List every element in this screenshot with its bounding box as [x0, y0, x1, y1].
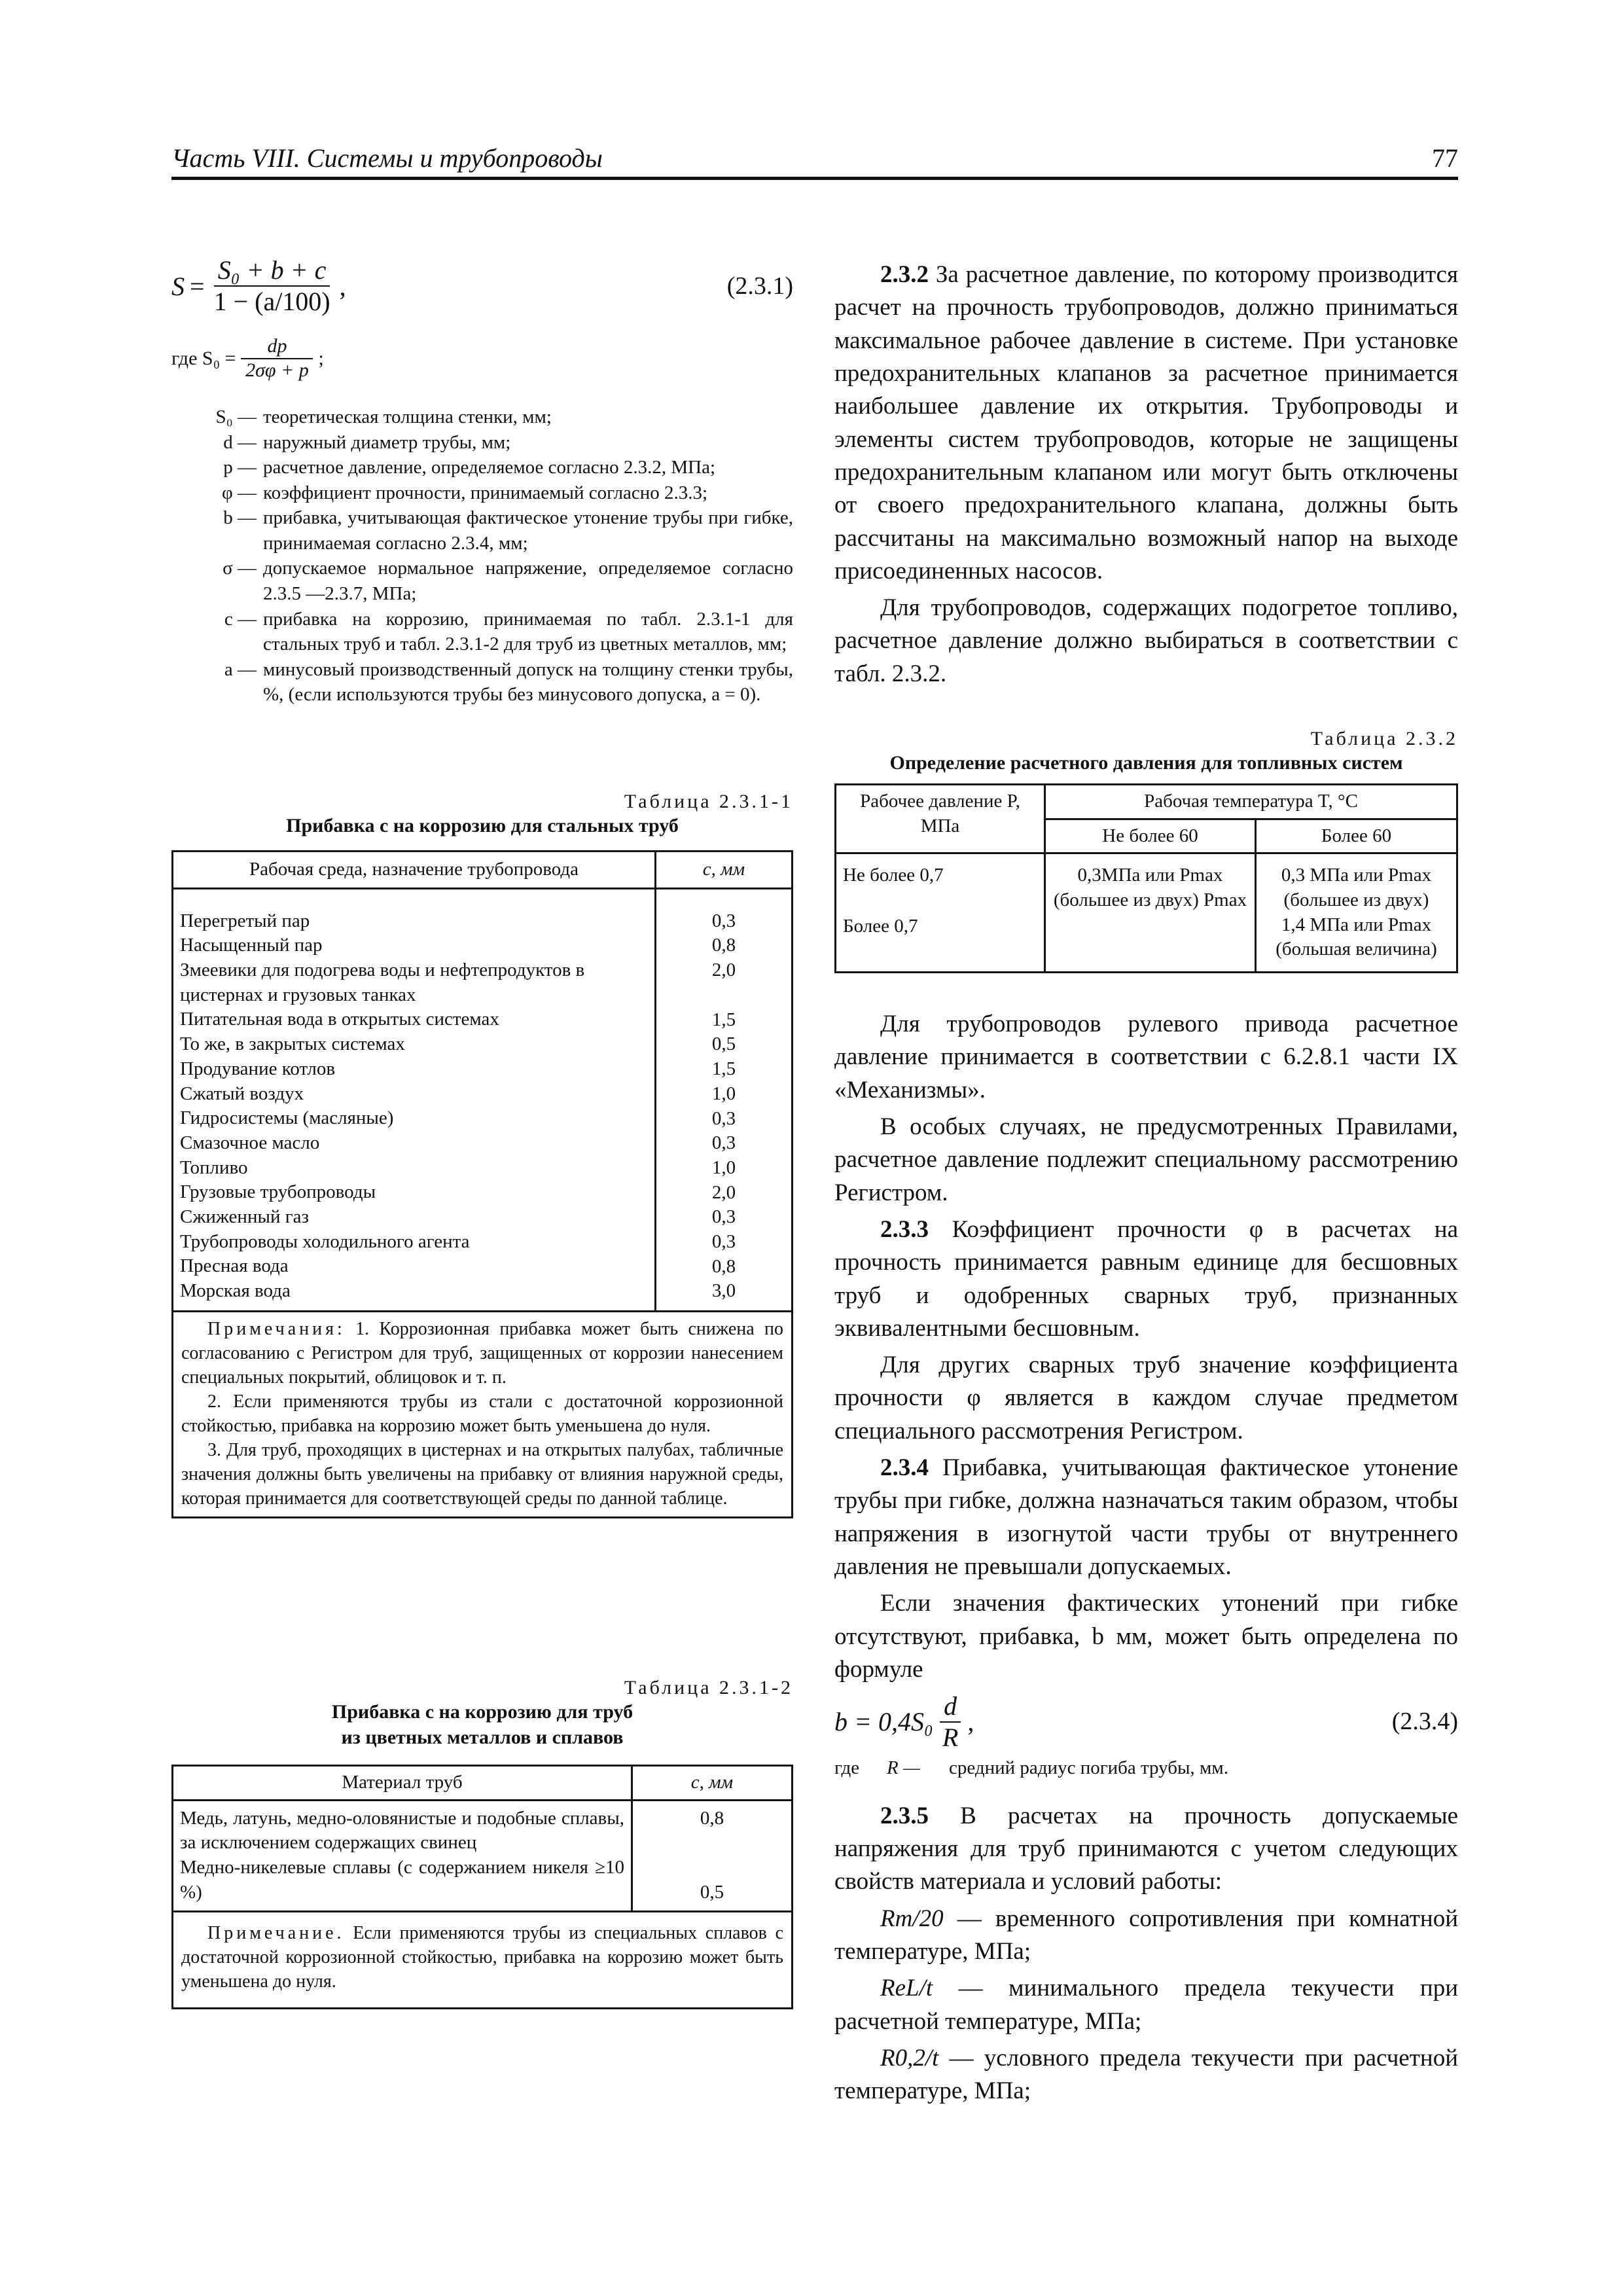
clause-number: 2.3.4: [880, 1454, 929, 1482]
c-values-cell: [632, 1800, 793, 1911]
eq-denominator: 1 − (a/100): [213, 287, 330, 316]
where-numerator: dp: [241, 335, 313, 359]
where-label: где: [834, 1757, 860, 1779]
table-row-value: 0,3: [711, 1107, 736, 1129]
c-value: 0,5: [700, 1882, 724, 1903]
table-row-name: Гидросистемы (масляные): [180, 1107, 394, 1129]
table-row-name: Смазочное масло: [180, 1132, 320, 1153]
table-row-value: 0,3: [711, 1230, 736, 1252]
table-number: Таблица 2.3.2: [1310, 728, 1458, 749]
notes-label: Примечания:: [207, 1319, 346, 1339]
eq-fraction: [210, 255, 334, 317]
where-label: где S₀ =: [171, 347, 236, 369]
paragraph: Для трубопроводов рулевого привода расчетное давление принимается в соответствии с 6.2.8.1 части IX «Механизмы».: [834, 1011, 1458, 1103]
definition-item: d — наружный диаметр трубы, мм;: [223, 431, 511, 453]
clause-number: 2.3.5: [880, 1802, 929, 1829]
table-row-name: Трубопроводы холодильного агента: [180, 1230, 470, 1252]
paragraph: В расчетах на прочность допускаемые напряжения для труб принимаются с учетом следующих свойств материала и условий работы:: [834, 1802, 1458, 1895]
table-row-value: 0,3: [711, 1132, 736, 1154]
col-header-temperature: Рабочая температура T, °C: [1045, 785, 1457, 819]
equation-2-3-4: b = 0,4S₀ $\frac{d}{R}$ , (2.3.4): [834, 1691, 1458, 1753]
running-header-title: Часть VIII. Системы и трубопроводы: [171, 143, 603, 173]
col-header-c: c, мм: [656, 852, 793, 889]
equation-2-3-1: S = $\frac{\text{S₀ + b + c}}{1 - (a/100)}$ , (2.3.1) где S₀ = $\frac{dp}{2\sigma\varphi + p}$ ;: [171, 255, 793, 381]
note-2: 2. Если применяются трубы из стали с достаточной коррозионной стойкостью, прибавка на коррозию может быть уменьшена до нуля.: [181, 1391, 783, 1436]
definition-item: S₀ — теоретическая толщина стенки, мм;: [215, 406, 552, 427]
property-text: — минимального предела текучести при расчетной температуре, МПа;: [834, 1975, 1458, 2035]
table-caption-line-1: Прибавка c на коррозию для труб: [331, 1701, 633, 1723]
col-header-temp-2: Более 60: [1256, 819, 1457, 853]
definitions-list: [171, 404, 793, 708]
eq-denominator: R: [942, 1723, 959, 1753]
definition-item: σ — допускаемое нормальное напряжение, определяемое согласно 2.3.5 —2.3.7, МПа;: [223, 558, 793, 604]
property-symbol: Rm/20: [880, 1905, 944, 1932]
eq-label: (2.3.1): [726, 272, 793, 300]
temp-2-row-1: 0,3 МПа или Pmax (большее из двух): [1281, 865, 1432, 911]
clause-number: 2.3.3: [880, 1215, 929, 1243]
table-row-name: Сжиженный газ: [180, 1206, 309, 1227]
table-row-name: Питательная вода в открытых системах: [180, 1009, 499, 1030]
table-row-value: 0,8: [711, 1255, 736, 1277]
definition-item: p — расчетное давление, определяемое согласно 2.3.2, МПа;: [223, 457, 716, 478]
table-row-value: 2,0: [711, 1181, 736, 1203]
property-symbol: R0,2/t: [880, 2044, 939, 2072]
table-row-value: 3,0: [711, 1280, 736, 1302]
medium-names-cell: [173, 888, 656, 1311]
temp-2-row-2: 1,4 МПа или Pmax (большая величина): [1275, 914, 1437, 960]
property-symbol: ReL/t: [880, 1975, 933, 2002]
table-row-value: 2,0: [711, 960, 736, 981]
table-number: Таблица 2.3.1-2: [624, 1677, 793, 1698]
pressure-row-2: Более 0,7: [843, 916, 918, 937]
table-caption: Прибавка c на коррозию для стальных труб: [286, 815, 679, 836]
page-number: 77: [1432, 143, 1458, 173]
table-row-value: 1,0: [711, 1157, 736, 1178]
eq-numerator: S₀ + b + c: [214, 255, 330, 287]
eq-lhs: b = 0,4S₀: [834, 1707, 933, 1737]
section-2-3-3: [834, 1008, 1458, 2112]
header-rule: [171, 177, 1458, 180]
definition-item: a — минусовый производственный допуск на толщину стенки трубы, %, (если используются трубы без минусового допуска, a = 0).: [224, 658, 793, 706]
eq-where: [834, 1755, 1458, 1781]
fuel-pressure-table: [834, 783, 1458, 973]
where-fraction: [241, 335, 313, 382]
eq-where: где S₀ = $\frac{dp}{2\sigma\varphi + p}$ ;: [171, 335, 324, 381]
table-caption: Определение расчетного давления для топливных систем: [889, 752, 1403, 774]
paragraph: В особых случаях, не предусмотренных Правилами, расчетное давление подлежит специальному рассмотрению Регистром.: [834, 1113, 1458, 1206]
property-text: — условного предела текучести при расчетной температуре, МПа;: [834, 2044, 1458, 2105]
table-row-name: Грузовые трубопроводы: [180, 1181, 376, 1203]
table-row-name: Сжатый воздух: [180, 1083, 304, 1104]
col-header-pressure: Рабочее давление P, МПа: [836, 785, 1045, 853]
property-text: — временного сопротивления при комнатной температуре, МПа;: [834, 1905, 1458, 1965]
c-value: 0,8: [700, 1807, 724, 1829]
paragraph: Для трубопроводов, содержащих подогретое топливо, расчетное давление должно выбираться в соответствии с табл. 2.3.2.: [834, 594, 1458, 687]
table-row-name: Пресная вода: [180, 1255, 289, 1277]
col-header-temp-1: Не более 60: [1045, 819, 1256, 853]
pressure-cell: [836, 853, 1045, 973]
corrosion-nonferrous-table: [171, 1765, 793, 1912]
table-row-name: Морская вода: [180, 1280, 291, 1301]
note-3: 3. Для труб, проходящих в цистернах и на открытых палубах, табличные значения должны быть увеличены на прибавку от влияния наружной среды, которая принимается для соответствующей среды по данной таблице.: [181, 1439, 783, 1509]
paragraph: Прибавка, учитывающая фактическое утонение трубы при гибке, должна назначаться таким образом, чтобы напряжения в изогнутой части трубы от внутреннего давления не превышали допускаемых.: [834, 1454, 1458, 1580]
table-row-name: Перегретый пар: [180, 910, 310, 931]
note-label: Примечание.: [207, 1923, 345, 1944]
definition-item: c — прибавка на коррозию, принимаемая по табл. 2.3.1-1 для стальных труб и табл. 2.3.1-2 для труб из цветных металлов, мм;: [224, 608, 793, 655]
col-header-material: Материал труб: [173, 1766, 632, 1801]
material-cell: [173, 1800, 632, 1911]
table-row-value: 1,5: [711, 1058, 736, 1080]
table-row-name: Топливо: [180, 1157, 248, 1178]
eq-label: (2.3.4): [1391, 1708, 1458, 1736]
paragraph: Если значения фактических утонений при гибке отсутствуют, прибавка, b мм, может быть определена по формуле: [834, 1590, 1458, 1683]
col-header-medium: Рабочая среда, назначение трубопровода: [173, 852, 656, 889]
table-row-value: 1,0: [711, 1083, 736, 1104]
section-2-3-2: [834, 259, 1458, 694]
table-2-3-1-1: [171, 791, 793, 1518]
paragraph: За расчетное давление, по которому производится расчет на прочность трубопроводов, должно приниматься максимальное рабочее давление в системе. При установке предохранительных клапанов за расчетное принимается наибольшее давление их открытия. Трубопроводы и элементы систем трубопроводов, которые не защищены предохранительным клапаном или могут быть отключены от своего предохранительного клапана, должны быть рассчитаны на максимально возможный напор на выходе присоединенных насосов.: [834, 261, 1459, 584]
eq-fraction: [938, 1691, 962, 1753]
where-definition: средний радиус погиба трубы, мм.: [949, 1757, 1228, 1779]
table-caption-line-2: из цветных металлов и сплавов: [341, 1727, 624, 1748]
table-row-name: Змеевики для подогрева воды и нефтепродуктов в цистернах и грузовых танках: [180, 960, 585, 1005]
definition-item: b — прибавка, учитывающая фактическое утонение трубы при гибке, принимаемая согласно 2.3.4, мм;: [223, 507, 793, 554]
table-row-name: То же, в закрытых системах: [180, 1033, 405, 1055]
table-row-value: 0,8: [711, 935, 736, 956]
table-row-name: Продувание котлов: [180, 1058, 336, 1079]
table-row-value: 1,5: [711, 1009, 736, 1030]
col-header-c: c, мм: [632, 1766, 793, 1801]
table-2-3-1-2: [171, 1677, 793, 2009]
temp-1-cell: 0,3МПа или Pmax (большее из двух) Pmax: [1045, 853, 1256, 973]
table-row-name: Насыщенный пар: [180, 935, 323, 956]
table-row-value: 0,5: [711, 1033, 736, 1055]
table-notes: [171, 1312, 793, 1518]
table-2-3-2: [834, 728, 1458, 973]
note-1: 1. Коррозионная прибавка может быть снижена по согласованию с Регистром для труб, защищенных от коррозии нанесением специальных покрытий, облицовок и т. п.: [181, 1319, 784, 1388]
material-row: Медь, латунь, медно-оловянистые и подобные сплавы, за исключением содержащих свинец: [180, 1807, 624, 1854]
definition-item: φ — коэффициент прочности, принимаемый согласно 2.3.3;: [222, 482, 708, 503]
clause-number: 2.3.2: [880, 261, 929, 288]
table-row-value: 0,3: [711, 910, 736, 931]
c-values-cell: [656, 888, 793, 1311]
corrosion-steel-table: [171, 850, 793, 1312]
material-row: Медно-никелевые сплавы (с содержанием никеля ≥10 %): [180, 1857, 624, 1903]
where-denominator: 2σφ + p: [245, 359, 309, 381]
pressure-row-1: Не более 0,7: [843, 865, 944, 886]
table-row-value: 0,3: [711, 1206, 736, 1228]
eq-lhs: S: [171, 271, 185, 301]
where-symbol: R —: [887, 1757, 920, 1779]
note-text: Если применяются трубы из специальных сплавов с достаточной коррозионной стойкостью, прибавка на коррозию может быть уменьшена до нуля.: [181, 1923, 784, 1992]
paragraph: Коэффициент прочности φ в расчетах на прочность принимается равным единице для бесшовных труб и одобренных сварных труб, признанных эквивалентными бесшовным.: [834, 1215, 1458, 1342]
table-note: [171, 1912, 793, 2009]
eq-numerator: d: [940, 1691, 961, 1723]
table-number: Таблица 2.3.1-1: [624, 791, 793, 812]
temp-2-cell: [1256, 853, 1457, 973]
paragraph: Для других сварных труб значение коэффициента прочности φ является в каждом случае предметом специального рассмотрения Регистром.: [834, 1352, 1458, 1444]
